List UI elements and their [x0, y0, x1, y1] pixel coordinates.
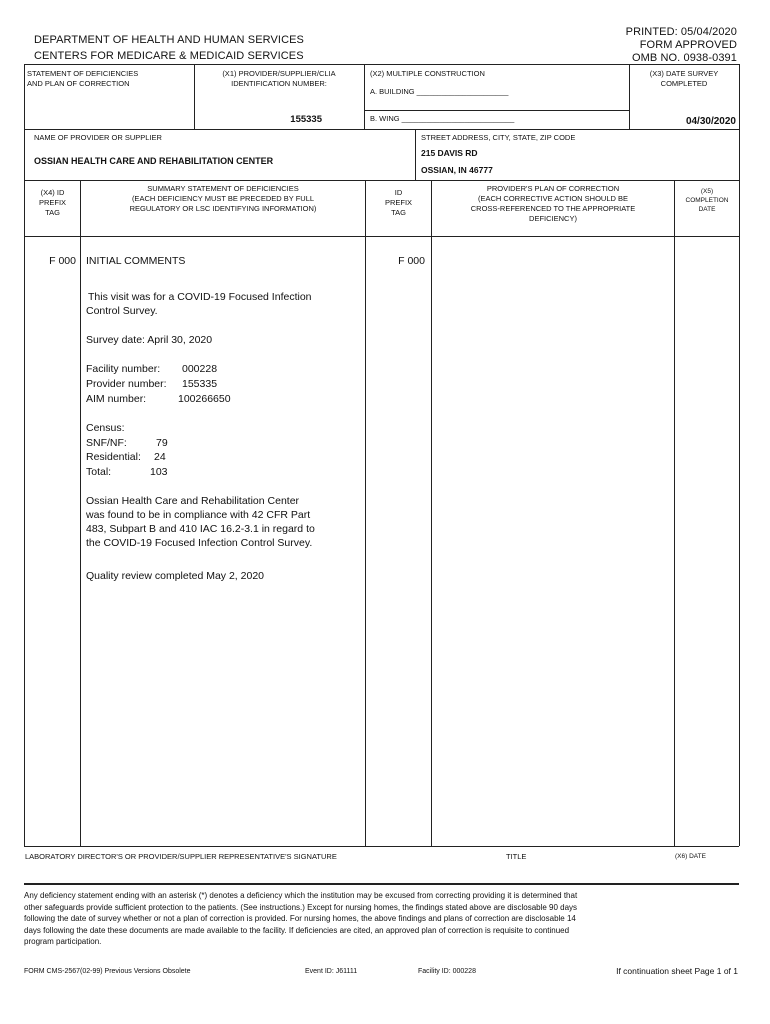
residential-value: 24 — [154, 451, 166, 463]
survey-completed-date: 04/30/2020 — [685, 116, 736, 127]
col-divider-1 — [80, 180, 81, 846]
survey-date: Survey date: April 30, 2020 — [86, 334, 213, 346]
row1-divider-3 — [629, 64, 630, 130]
provider-number-value: 155335 — [182, 378, 218, 390]
title-label: TITLE — [506, 852, 527, 861]
total-value: 103 — [150, 466, 168, 478]
id-prefix-header: ID PREFIX TAG — [384, 188, 413, 217]
row1-bottom-border — [24, 129, 739, 130]
x1-label: (X1) PROVIDER/SUPPLIER/CLIA IDENTIFICATION NUMBER: — [222, 69, 336, 88]
statement-label: STATEMENT OF DEFICIENCIES AND PLAN OF CORRECTION — [27, 69, 139, 88]
total-label: Total: — [86, 466, 112, 478]
snf-value: 79 — [156, 437, 168, 449]
col-divider-4 — [674, 180, 675, 846]
left-tag: F 000 — [49, 255, 76, 267]
row2-divider — [415, 129, 416, 181]
census-label: Census: — [86, 422, 125, 434]
department-name: DEPARTMENT OF HEALTH AND HUMAN SERVICES — [34, 34, 304, 46]
quality-review: Quality review completed May 2, 2020 — [86, 570, 265, 582]
body-bottom-border — [24, 846, 739, 847]
x5-header: (X5) COMPLETION DATE — [685, 188, 729, 213]
form-identifier: FORM CMS-2567(02-99) Previous Versions Obsolete — [24, 968, 191, 975]
provider-id-number: 155335 — [290, 114, 322, 125]
box-left-border — [24, 64, 25, 846]
facility-id: Facility ID: 000228 — [418, 968, 476, 975]
event-id: Event ID: J61111 — [305, 968, 358, 975]
address-label: STREET ADDRESS, CITY, STATE, ZIP CODE — [421, 133, 576, 142]
residential-label: Residential: — [86, 451, 141, 463]
building-wing-divider — [364, 110, 629, 111]
street-address: 215 DAVIS RD — [421, 148, 478, 158]
aim-number-value: 100266650 — [178, 393, 231, 405]
provider-name-label: NAME OF PROVIDER OR SUPPLIER — [34, 133, 162, 142]
printed-date: PRINTED: 05/04/2020 — [625, 26, 737, 38]
row2-bottom-border — [24, 180, 739, 181]
signature-bottom-border — [24, 883, 739, 885]
agency-name: CENTERS FOR MEDICARE & MEDICAID SERVICES — [34, 50, 304, 62]
aim-number-label: AIM number: — [86, 393, 147, 405]
box-right-border — [739, 64, 740, 846]
signature-label: LABORATORY DIRECTOR'S OR PROVIDER/SUPPLIER REPRESENTATIVE'S SIGNATURE — [25, 852, 337, 861]
visit-description: This visit was for a COVID-19 Focused Infection Control Survey. — [86, 291, 312, 317]
building-field: A. BUILDING ______________________ — [370, 87, 509, 96]
provider-name: OSSIAN HEALTH CARE AND REHABILITATION CENTER — [34, 156, 274, 166]
facility-number-value: 000228 — [182, 363, 218, 375]
signature-date-label: (X6) DATE — [675, 853, 706, 860]
snf-label: SNF/NF: — [86, 437, 127, 449]
plan-header: PROVIDER'S PLAN OF CORRECTION (EACH CORRECTIVE ACTION SHOULD BE CROSS-REFERENCED TO THE APPROPRIATE DEFICIENCY) — [470, 184, 636, 223]
entry-title: INITIAL COMMENTS — [86, 255, 186, 267]
compliance-statement: Ossian Health Care and Rehabilitation Center was found to be in compliance with 42 CFR Part 483, Subpart B and 410 IAC 16.2-3.1 in regard to the COVID-19 Focused Infection Control Survey. — [86, 495, 315, 549]
x3-label: (X3) DATE SURVEY COMPLETED — [649, 69, 719, 88]
provider-number-label: Provider number: — [86, 378, 167, 390]
continuation-sheet: If continuation sheet Page 1 of 1 — [616, 966, 738, 976]
row1-divider-1 — [194, 64, 195, 130]
right-tag: F 000 — [398, 255, 425, 267]
col-divider-3 — [431, 180, 432, 846]
columns-header-bottom-border — [24, 236, 739, 237]
form-approved: FORM APPROVED — [639, 39, 737, 51]
row1-divider-2 — [364, 64, 365, 130]
x4-header: (X4) ID PREFIX TAG — [38, 188, 67, 217]
disclaimer: Any deficiency statement ending with an asterisk (*) denotes a deficiency which the institution may be excused from correcting providing it is determined that other safeguards provide sufficient protection to the patients. (See instructions.) Except for nursing homes, the findings stated above are disclosable 90 days following the date of survey whether or not a plan of correction is provided. For nursing homes, the above findings and plans of correction are disclosable 14 days following the date these documents are made available to the facility. If deficiencies are cited, an approved plan of correction is requisite to continued program participation. — [24, 891, 578, 946]
city-state-zip: OSSIAN, IN 46777 — [421, 165, 493, 175]
omb-number: OMB NO. 0938-0391 — [631, 52, 737, 64]
summary-header: SUMMARY STATEMENT OF DEFICIENCIES (EACH DEFICIENCY MUST BE PRECEDED BY FULL REGULATORY OR LSC IDENTIFYING INFORMATION) — [129, 184, 317, 213]
box-top-border — [24, 64, 739, 65]
x2-label: (X2) MULTIPLE CONSTRUCTION — [370, 69, 485, 78]
wing-field: B. WING ___________________________ — [370, 114, 515, 123]
col-divider-2 — [365, 180, 366, 846]
facility-number-label: Facility number: — [86, 363, 161, 375]
